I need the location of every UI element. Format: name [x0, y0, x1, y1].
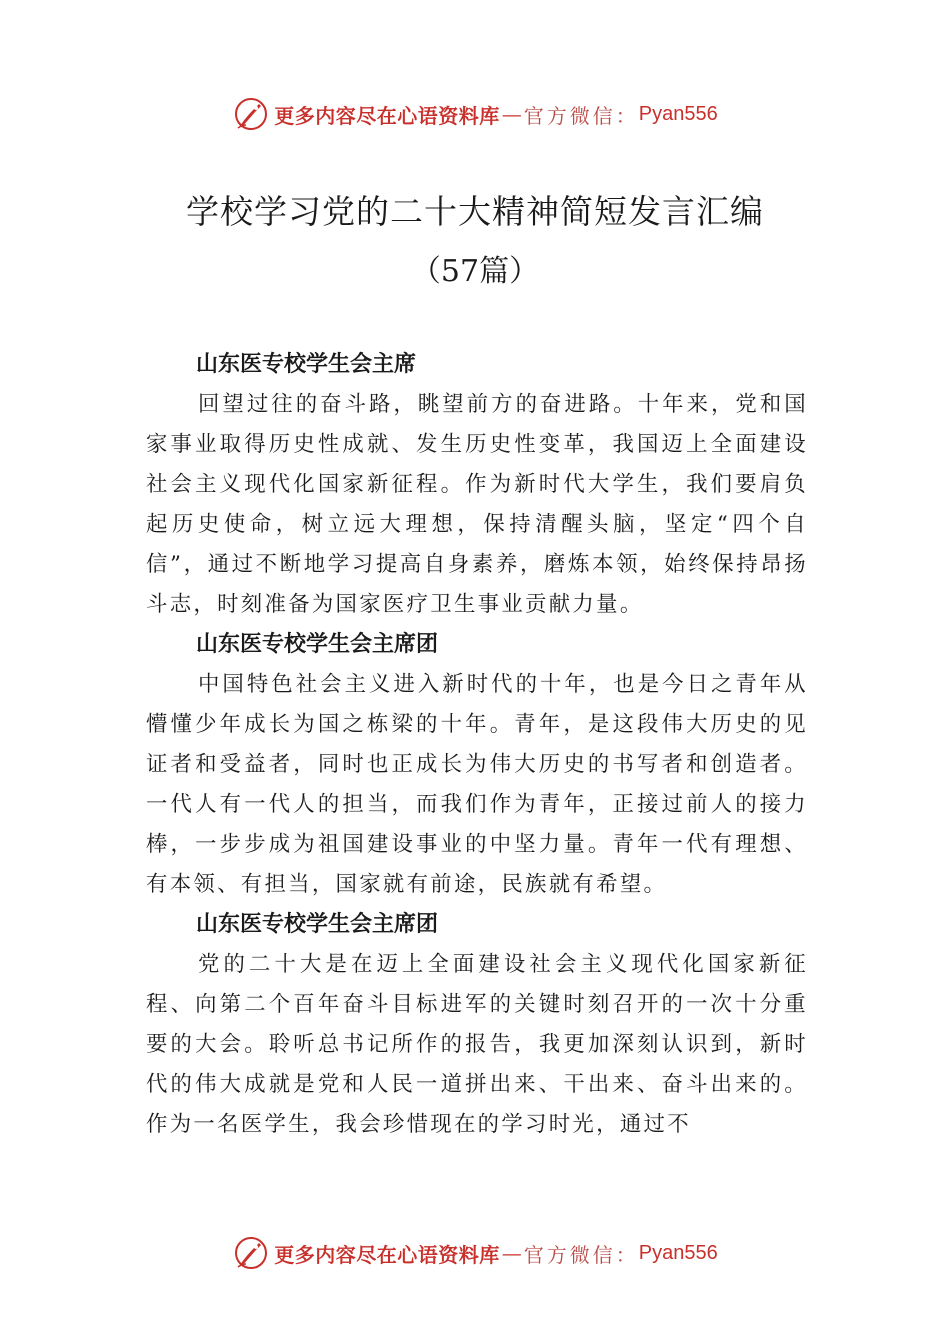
watermark-separator: — [501, 102, 522, 126]
pen-circle-logo-icon [232, 1234, 270, 1272]
section-paragraph: 中国特色社会主义进入新时代的十年，也是今日之青年从懵懂少年成长为国之栋梁的十年。青年，是这段伟大历史的见证者和受益者，同时也正成长为伟大历史的书写者和创造者。一代人有一代人的担当，而我们作为青年，正接过前人的接力棒，一步步成为祖国建设事业的中坚力量。青年一代有理想、有本领、有担当，国家就有前途，民族就有希望。 [146, 672, 808, 897]
watermark-site-text: 更多内容尽在心语资料库 [274, 103, 500, 128]
watermark-wechat-label: 官方微信： [523, 103, 639, 128]
header-watermark [0, 94, 950, 134]
footer-watermark [0, 1233, 950, 1273]
pen-circle-logo-icon [232, 95, 270, 133]
watermark-site-text: 更多内容尽在心语资料库 [274, 1242, 500, 1267]
section-paragraph: 党的二十大是在迈上全面建设社会主义现代化国家新征程、向第二个百年奋斗目标进军的关键时刻召开的一次十分重要的大会。聆听总书记所作的报告，我更加深刻认识到，新时代的伟大成就是党和人民一道拼出来、干出来、奋斗出来的。作为一名医学生，我会珍惜现在的学习时光，通过不 [146, 952, 808, 1137]
speech-section [146, 345, 808, 625]
watermark-separator: — [501, 1241, 522, 1265]
speech-section [146, 905, 808, 1145]
document-body [146, 345, 808, 1145]
watermark-wechat-id: Pyan556 [638, 102, 718, 125]
speech-section [146, 625, 808, 905]
document-subtitle: （57篇） [410, 254, 540, 289]
section-heading: 山东医专校学生会主席团 [196, 912, 439, 937]
watermark-wechat-label: 官方微信： [523, 1242, 639, 1267]
section-paragraph: 回望过往的奋斗路，眺望前方的奋进路。十年来，党和国家事业取得历史性成就、发生历史性变革，我国迈上全面建设社会主义现代化国家新征程。作为新时代大学生，我们要肩负起历史使命，树立远大理想，保持清醒头脑，坚定“四个自信”，通过不断地学习提高自身素养，磨炼本领，始终保持昂扬斗志，时刻准备为国家医疗卫生事业贡献力量。 [146, 392, 808, 617]
watermark-wechat-id: Pyan556 [638, 1241, 718, 1264]
document-title: 学校学习党的二十大精神简短发言汇编 [186, 192, 764, 231]
section-heading: 山东医专校学生会主席团 [196, 632, 439, 657]
section-heading: 山东医专校学生会主席 [196, 352, 417, 377]
